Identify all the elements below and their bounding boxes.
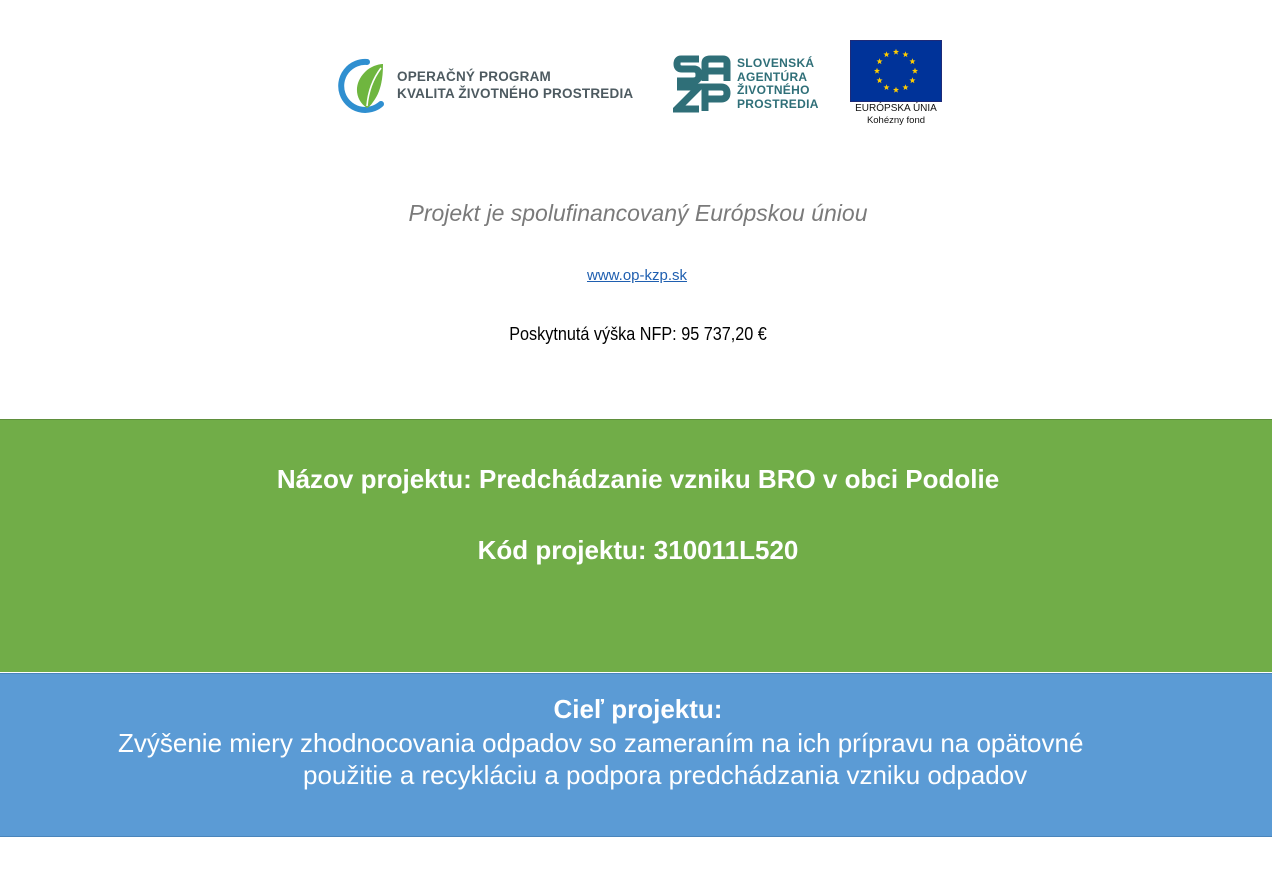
project-band: [0, 419, 1272, 672]
project-code: Kód projektu: 310011L520: [477, 535, 799, 565]
op-kzp-leaf-icon: [337, 56, 389, 114]
nfp-amount: Poskytnutá výška NFP: 95 737,20 €: [509, 324, 767, 344]
sazp-line2: AGENTÚRA: [737, 69, 808, 84]
sazp-logo: [673, 52, 819, 116]
sazp-logo-text: [737, 57, 819, 111]
eu-logo: [850, 40, 942, 127]
op-kzp-line2: KVALITA ŽIVOTNÉHO PROSTREDIA: [397, 86, 634, 101]
sazp-line4: PROSTREDIA: [737, 96, 819, 111]
website-link[interactable]: www.op-kzp.sk: [586, 267, 688, 284]
eu-flag-icon: [850, 40, 942, 102]
goal-title: Cieľ projektu:: [553, 694, 723, 724]
sazp-line1: SLOVENSKÁ: [737, 56, 815, 70]
sazp-monogram-icon: [673, 53, 731, 115]
op-kzp-logo: [337, 56, 633, 114]
goal-text-line2: použitie a recykláciu a podpora predchádzania vzniku odpadov: [303, 760, 1028, 790]
op-kzp-logo-text: [397, 68, 633, 102]
sazp-line3: ŽIVOTNÉHO: [737, 83, 810, 97]
op-kzp-line1: OPERAČNÝ PROGRAM: [397, 69, 551, 84]
eu-title: EURÓPSKA ÚNIA: [855, 103, 937, 114]
cofinance-text: Projekt je spolufinancovaný Európskou úniou: [408, 200, 868, 226]
eu-fund-label: Kohézny fond: [866, 115, 926, 126]
project-name: Názov projektu: Predchádzanie vzniku BRO v obci Podolie: [276, 464, 1000, 494]
goal-text-line1: Zvýšenie miery zhodnocovania odpadov so zameraním na ich prípravu na opätovné: [118, 728, 1084, 758]
goal-band: [0, 673, 1272, 837]
